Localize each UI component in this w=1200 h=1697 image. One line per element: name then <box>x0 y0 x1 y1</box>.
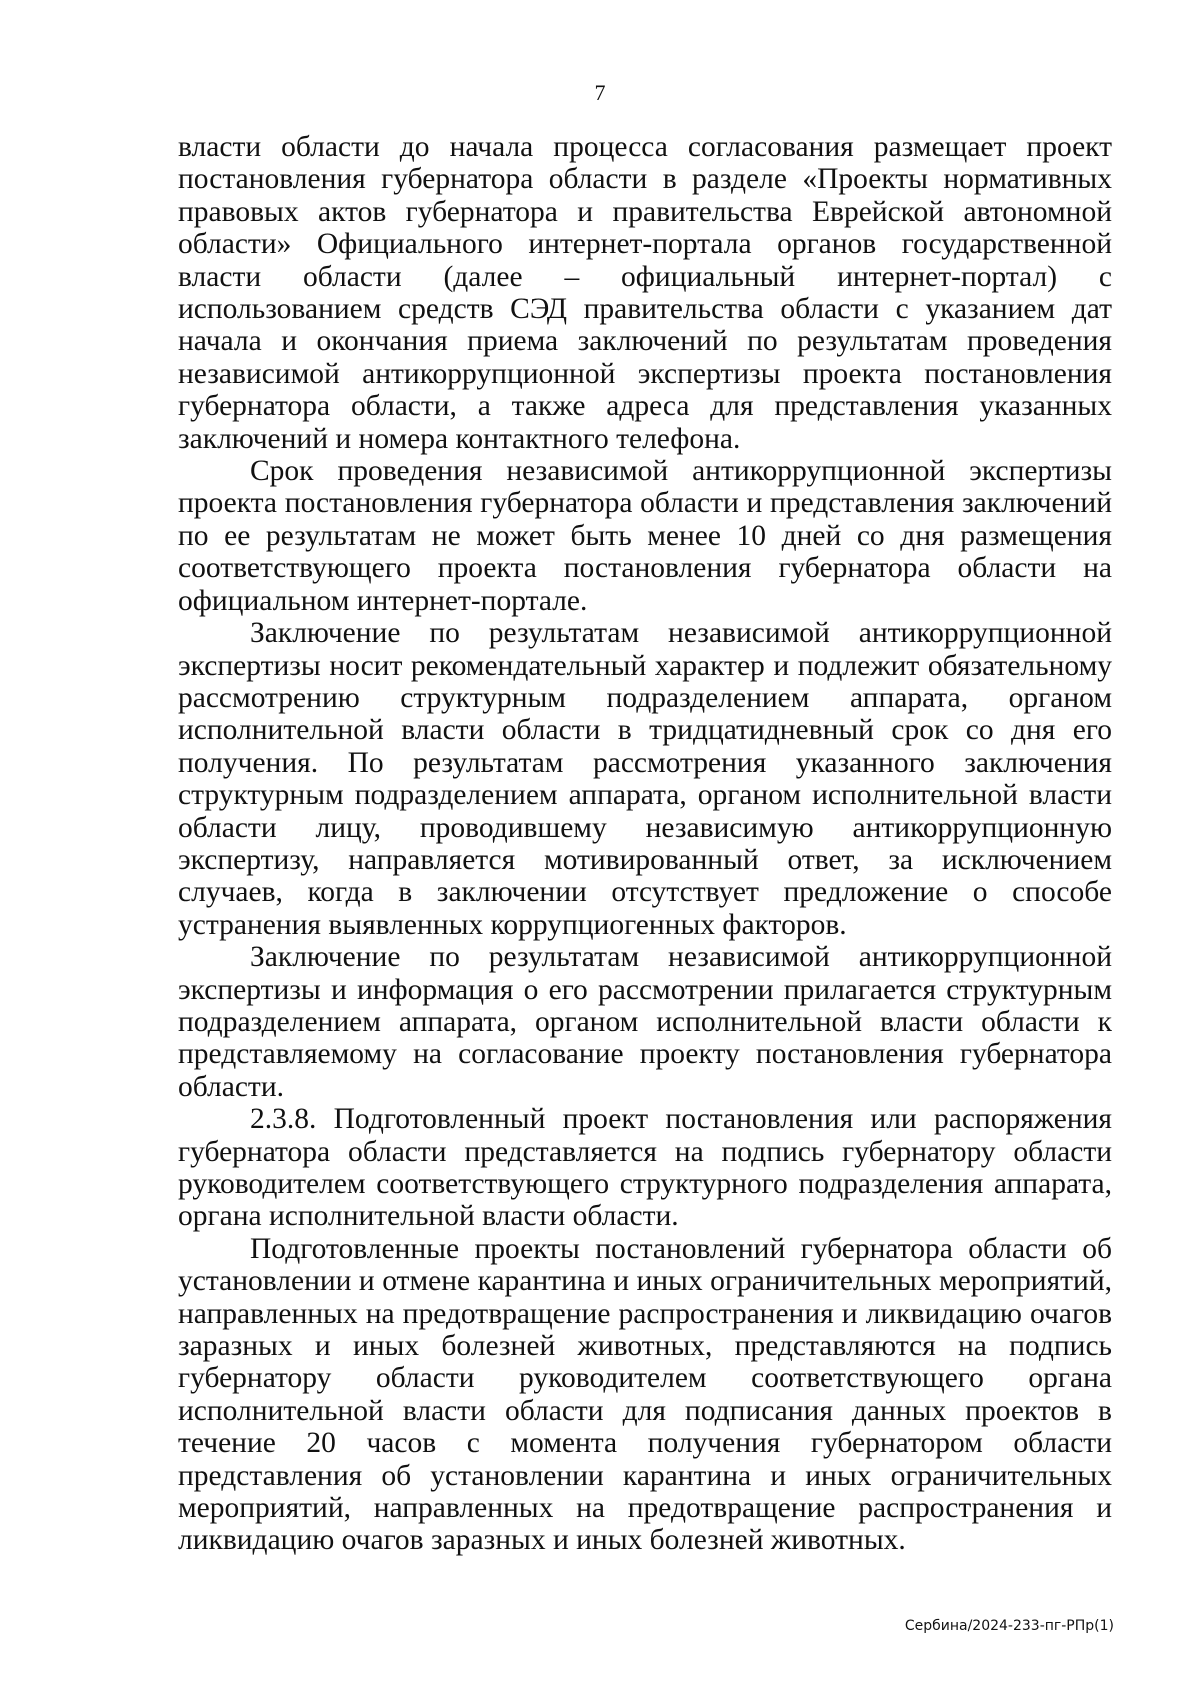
document-body <box>178 131 1112 1557</box>
paragraph-conclusion-attachment: Заключение по результатам независимой антикоррупционной экспертизы и информация о его рассмотрении прилагается структурным подразделением аппарата, органом исполнительной власти области к представляемому на согласование проекту постановления губернатора области. <box>178 941 1112 1103</box>
paragraph-expertise-deadline: Срок проведения независимой антикоррупционной экспертизы проекта постановления губернатора области и представления заключений по ее результатам не может быть менее 10 дней со дня размещения соответствующего проекта постановления губернатора области на официальном интернет-портале. <box>178 455 1112 617</box>
paragraph-section-2-3-8: 2.3.8. Подготовленный проект постановления или распоряжения губернатора области представляется на подпись губернатору области руководителем соответствующего структурного подразделения аппарата, органа исполнительной власти области. <box>178 1103 1112 1233</box>
paragraph-continuation: власти области до начала процесса согласования размещает проект постановления губернатора области в разделе «Проекты нормативных правовых актов губернатора и правительства Еврейской автономной области» Официального интернет-портала органов государственной власти области (далее – официальный интернет-портал) с использованием средств СЭД правительства области с указанием дат начала и окончания приема заключений по результатам проведения независимой антикоррупционной экспертизы проекта постановления губернатора области, а также адреса для представления указанных заключений и номера контактного телефона. <box>178 131 1112 455</box>
paragraph-conclusion-review: Заключение по результатам независимой антикоррупционной экспертизы носит рекомендательный характер и подлежит обязательному рассмотрению структурным подразделением аппарата, органом исполнительной власти области в тридцатидневный срок со дня его получения. По результатам рассмотрения указанного заключения структурным подразделением аппарата, органом исполнительной власти области лицу, проводившему независимую антикоррупционную экспертизу, направляется мотивированный ответ, за исключением случаев, когда в заключении отсутствует предложение о способе устранения выявленных коррупциогенных факторов. <box>178 617 1112 941</box>
document-code: Сербина/2024-233-пг-РПр(1) <box>904 1618 1114 1634</box>
page-number: 7 <box>594 80 606 105</box>
paragraph-quarantine-projects: Подготовленные проекты постановлений губернатора области об установлении и отмене карантина и иных ограничительных мероприятий, направленных на предотвращение распространения и ликвидацию очагов заразных и иных болезней животных, представляются на подпись губернатору области руководителем соответствующего органа исполнительной власти области для подписания данных проектов в течение 20 часов с момента получения губернатором области представления об установлении карантина и иных ограничительных мероприятий, направленных на предотвращение распространения и ликвидацию очагов заразных и иных болезней животных. <box>178 1232 1112 1557</box>
